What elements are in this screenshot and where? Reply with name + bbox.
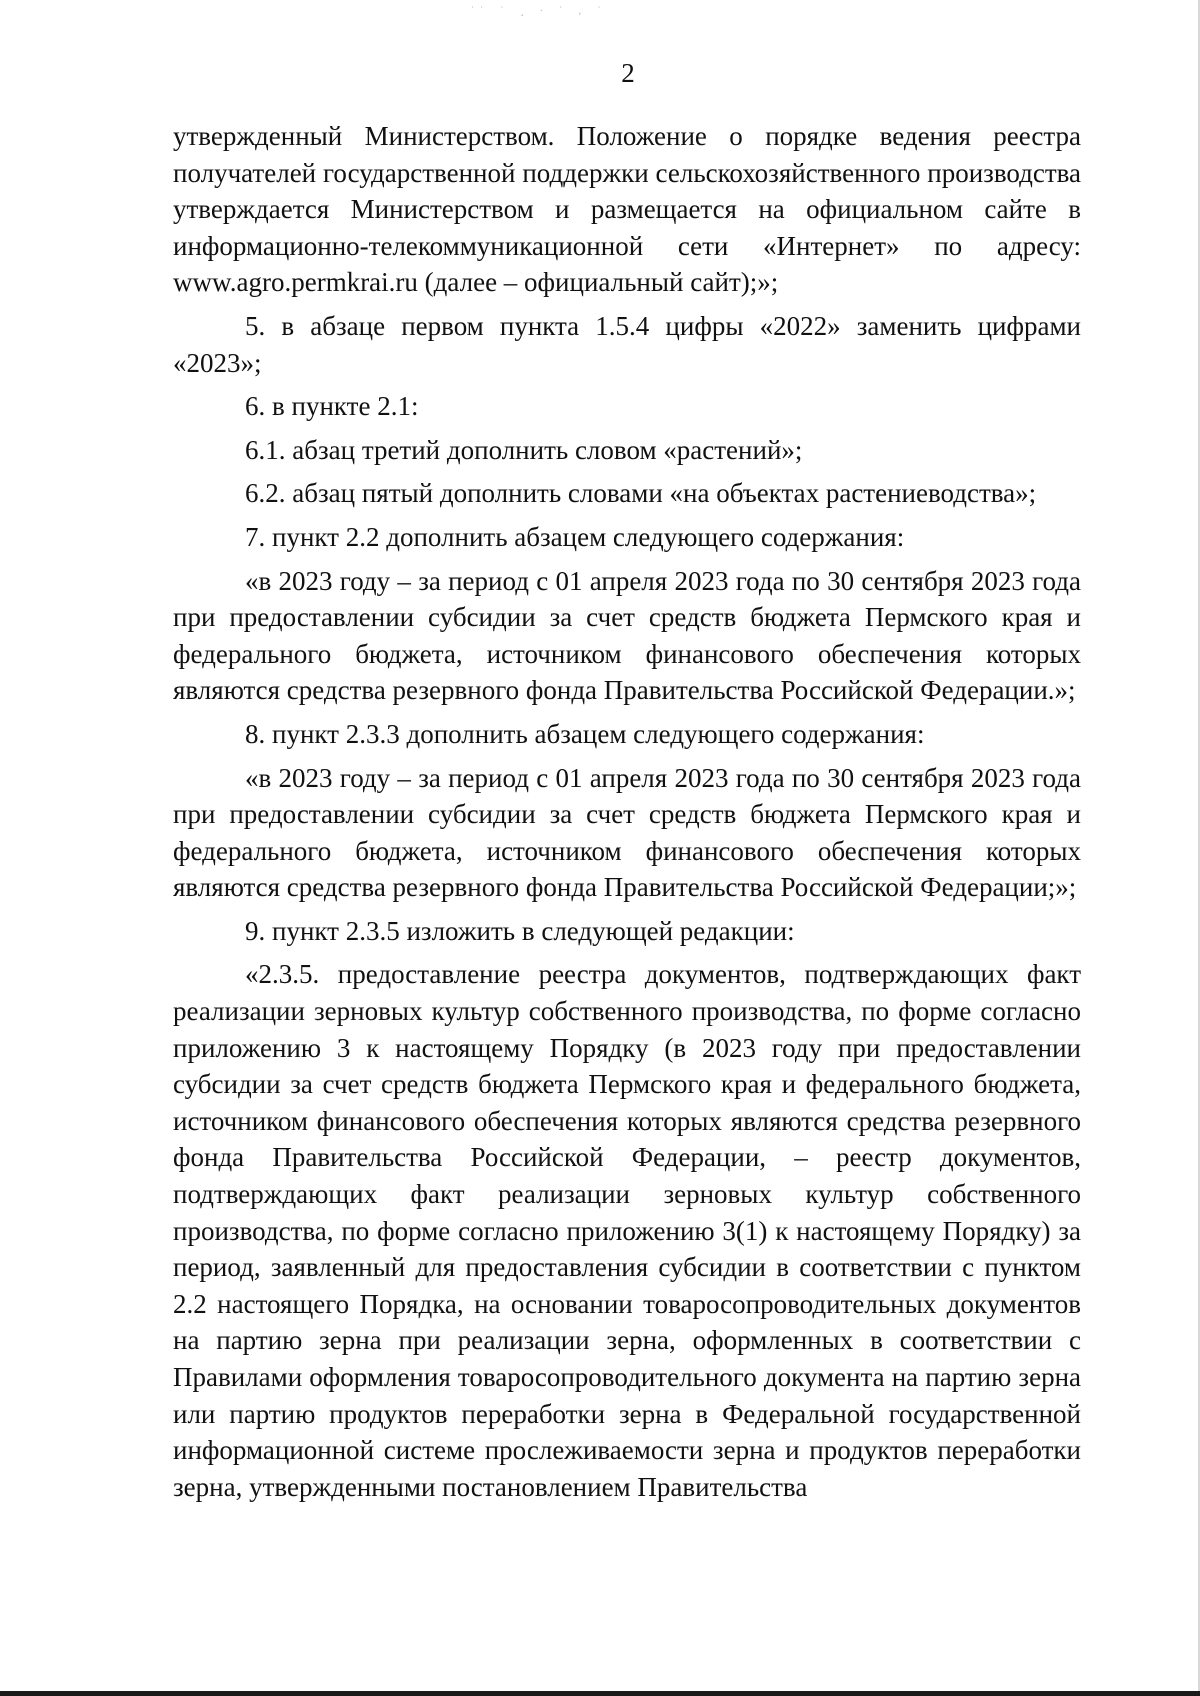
paragraph-quote-2-2: «в 2023 году – за период с 01 апреля 2023 года по 30 сентября 2023 года при предоставлении субсидии за счет средств бюджета Пермского края и федерального бюджета, источником финансового обеспечения которых являются средства резервного фонда Правительства Российской Федерации.»;	[173, 565, 1081, 706]
paragraph-quote-2-3-3: «в 2023 году – за период с 01 апреля 2023 года по 30 сентября 2023 года при предоставлении субсидии за счет средств бюджета Пермского края и федерального бюджета, источником финансового обеспечения которых являются средства резервного фонда Правительства Российской Федерации;»;	[173, 762, 1081, 903]
paragraph-item-6-2: 6.2. абзац пятый дополнить словами «на объектах растениеводства»;	[245, 478, 1037, 509]
paragraph-item-6: 6. в пункте 2.1:	[245, 391, 419, 422]
paragraph-item-8: 8. пункт 2.3.3 дополнить абзацем следующего содержания:	[245, 718, 925, 749]
paragraph-quote-2-3-5: «2.3.5. предоставление реестра документов, подтверждающих факт реализации зерновых культур собственного производства, по форме согласно приложению 3 к настоящему Порядку (в 2023 году при предоставлении субсидии за счет средств бюджета Пермского края и федерального бюджета, источником финансового обеспечения которых являются средства резервного фонда Правительства Российской Федерации, – реестр документов, подтверждающих факт реализации зерновых культур собственного производства, по форме согласно приложению 3(1) к настоящему Порядку) за период, заявленный для предоставления субсидии в соответствии с пунктом 2.2 настоящего Порядка, на основании товаросопроводительных документов на партию зерна при реализации зерна, оформленных в соответствии с Правилами оформления товаросопроводительного документа на партию зерна или партию продуктов переработки зерна в Федеральной государственной информационной системе прослеживаемости зерна и продуктов переработки зерна, утвержденными постановлением Правительства	[173, 959, 1081, 1502]
paragraph-continuation: утвержденный Министерством. Положение о порядке ведения реестра получателей государственной поддержки сельскохозяйственного производства утверждается Министерством и размещается на официальном сайте в информационно-телекоммуникационной сети «Интернет» по адресу: www.agro.permkrai.ru (далее – официальный сайт);»;	[173, 121, 1081, 298]
paragraph-item-6-1: 6.1. абзац третий дополнить словом «растений»;	[245, 434, 803, 465]
page-number: 2	[621, 58, 635, 88]
paragraph-item-5: 5. в абзаце первом пункта 1.5.4 цифры «2022» заменить цифрами «2023»;	[173, 310, 1081, 378]
page-bottom-border	[0, 1691, 1200, 1696]
paragraph-item-9: 9. пункт 2.3.5 изложить в следующей редакции:	[245, 915, 795, 946]
paragraph-item-7: 7. пункт 2.2 дополнить абзацем следующего содержания:	[245, 521, 905, 552]
document-body	[173, 118, 1081, 1505]
scan-artifact: ˙ ̇ ˙ ¸ · ˙ ‚ ˙	[470, 6, 608, 17]
